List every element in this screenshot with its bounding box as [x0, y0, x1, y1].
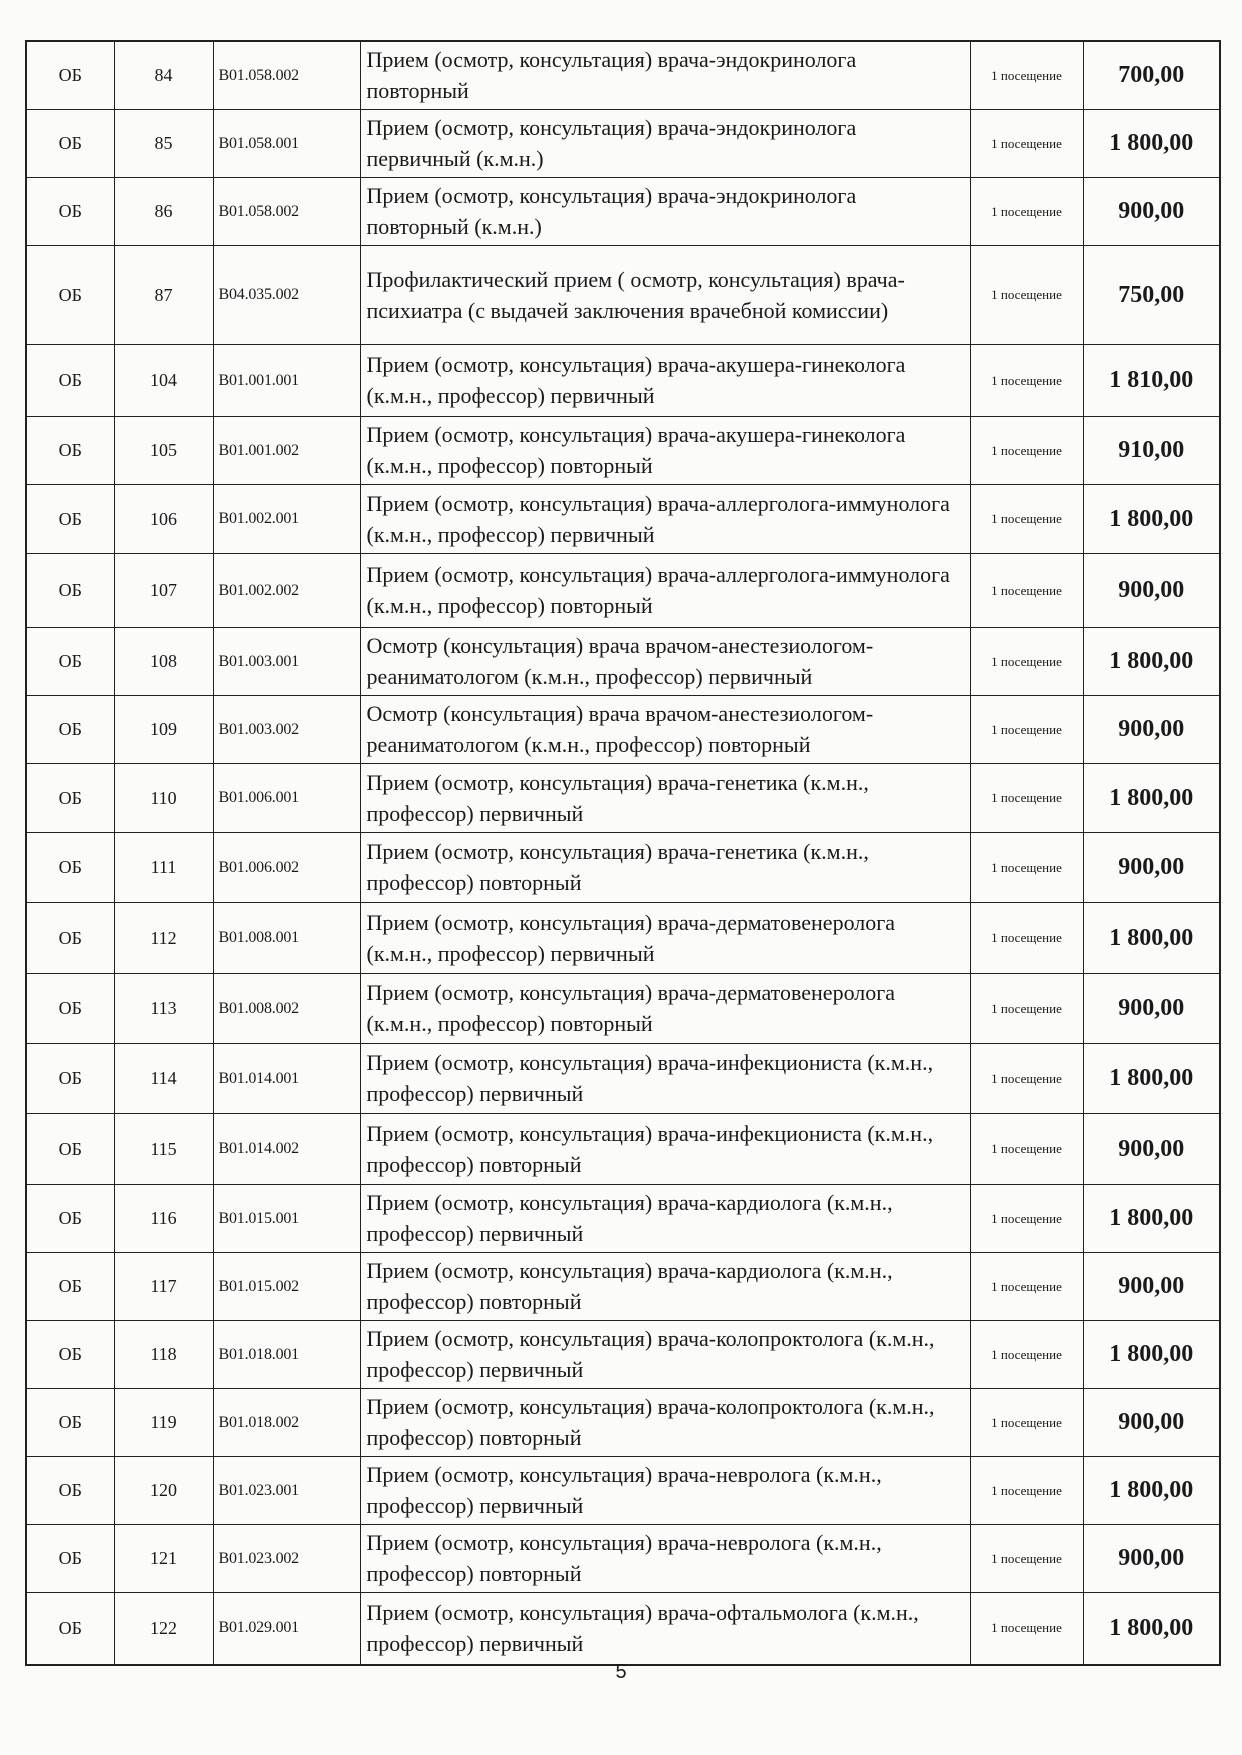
service-code-cell: B01.018.002	[213, 1389, 360, 1457]
service-code-cell: B01.058.002	[213, 178, 360, 246]
group-cell: ОБ	[26, 1253, 114, 1321]
row-number-cell: 84	[114, 41, 213, 110]
service-code-cell: B01.003.002	[213, 696, 360, 764]
service-name-cell: Прием (осмотр, консультация) врача-невролога (к.м.н., профессор) первичный	[360, 1457, 970, 1525]
service-name-cell: Прием (осмотр, консультация) врача-акушера-гинеколога (к.м.н., профессор) повторный	[360, 417, 970, 485]
price-cell: 900,00	[1083, 833, 1220, 903]
group-cell: ОБ	[26, 974, 114, 1044]
price-cell: 900,00	[1083, 1253, 1220, 1321]
service-code-cell: B01.001.001	[213, 345, 360, 417]
table-row	[26, 1044, 1220, 1114]
price-cell: 900,00	[1083, 696, 1220, 764]
group-cell: ОБ	[26, 110, 114, 178]
unit-cell: 1 посещение	[970, 1593, 1083, 1665]
service-code-cell: B01.002.002	[213, 554, 360, 628]
row-number-cell: 86	[114, 178, 213, 246]
row-number-cell: 104	[114, 345, 213, 417]
price-cell: 1 800,00	[1083, 1593, 1220, 1665]
row-number-cell: 87	[114, 246, 213, 345]
price-cell: 1 800,00	[1083, 903, 1220, 974]
price-cell: 1 800,00	[1083, 764, 1220, 833]
page-number: 5	[615, 1661, 627, 1683]
table-row	[26, 628, 1220, 696]
service-code-cell: B01.023.002	[213, 1525, 360, 1593]
service-code-cell: B01.008.002	[213, 974, 360, 1044]
service-name-cell: Осмотр (консультация) врача врачом-анестезиологом-реаниматологом (к.м.н., профессор) первичный	[360, 628, 970, 696]
row-number-cell: 113	[114, 974, 213, 1044]
table-row	[26, 974, 1220, 1044]
price-list-page	[25, 40, 1219, 1666]
unit-cell: 1 посещение	[970, 1457, 1083, 1525]
table-row	[26, 1253, 1220, 1321]
table-row	[26, 1593, 1220, 1665]
unit-cell: 1 посещение	[970, 345, 1083, 417]
price-cell: 1 800,00	[1083, 1044, 1220, 1114]
unit-cell: 1 посещение	[970, 696, 1083, 764]
service-code-cell: B01.006.001	[213, 764, 360, 833]
row-number-cell: 109	[114, 696, 213, 764]
unit-cell: 1 посещение	[970, 246, 1083, 345]
table-row	[26, 554, 1220, 628]
group-cell: ОБ	[26, 554, 114, 628]
service-code-cell: B01.006.002	[213, 833, 360, 903]
service-code-cell: B04.035.002	[213, 246, 360, 345]
service-name-cell: Профилактический прием ( осмотр, консультация) врача-психиатра (с выдачей заключения врачебной комиссии)	[360, 246, 970, 345]
table-row	[26, 1457, 1220, 1525]
row-number-cell: 115	[114, 1114, 213, 1185]
unit-cell: 1 посещение	[970, 1044, 1083, 1114]
group-cell: ОБ	[26, 628, 114, 696]
price-cell: 900,00	[1083, 554, 1220, 628]
group-cell: ОБ	[26, 41, 114, 110]
price-cell: 1 800,00	[1083, 1185, 1220, 1253]
row-number-cell: 119	[114, 1389, 213, 1457]
row-number-cell: 107	[114, 554, 213, 628]
unit-cell: 1 посещение	[970, 1389, 1083, 1457]
service-name-cell: Прием (осмотр, консультация) врача-эндокринолога первичный (к.м.н.)	[360, 110, 970, 178]
unit-cell: 1 посещение	[970, 110, 1083, 178]
unit-cell: 1 посещение	[970, 903, 1083, 974]
table-row	[26, 903, 1220, 974]
row-number-cell: 117	[114, 1253, 213, 1321]
row-number-cell: 111	[114, 833, 213, 903]
service-name-cell: Прием (осмотр, консультация) врача-колопроктолога (к.м.н., профессор) первичный	[360, 1321, 970, 1389]
service-name-cell: Осмотр (консультация) врача врачом-анестезиологом-реаниматологом (к.м.н., профессор) повторный	[360, 696, 970, 764]
service-code-cell: B01.023.001	[213, 1457, 360, 1525]
unit-cell: 1 посещение	[970, 1253, 1083, 1321]
service-name-cell: Прием (осмотр, консультация) врача-офтальмолога (к.м.н., профессор) первичный	[360, 1593, 970, 1665]
row-number-cell: 105	[114, 417, 213, 485]
row-number-cell: 116	[114, 1185, 213, 1253]
price-cell: 700,00	[1083, 41, 1220, 110]
service-code-cell: B01.001.002	[213, 417, 360, 485]
row-number-cell: 122	[114, 1593, 213, 1665]
group-cell: ОБ	[26, 1593, 114, 1665]
row-number-cell: 121	[114, 1525, 213, 1593]
service-code-cell: B01.029.001	[213, 1593, 360, 1665]
price-table-body	[26, 41, 1220, 1665]
group-cell: ОБ	[26, 345, 114, 417]
unit-cell: 1 посещение	[970, 1114, 1083, 1185]
row-number-cell: 120	[114, 1457, 213, 1525]
price-cell: 900,00	[1083, 178, 1220, 246]
service-name-cell: Прием (осмотр, консультация) врача-дерматовенеролога (к.м.н., профессор) повторный	[360, 974, 970, 1044]
price-cell: 1 800,00	[1083, 1321, 1220, 1389]
service-code-cell: B01.014.001	[213, 1044, 360, 1114]
row-number-cell: 85	[114, 110, 213, 178]
group-cell: ОБ	[26, 1114, 114, 1185]
group-cell: ОБ	[26, 178, 114, 246]
group-cell: ОБ	[26, 1321, 114, 1389]
service-name-cell: Прием (осмотр, консультация) врача-эндокринолога повторный	[360, 41, 970, 110]
unit-cell: 1 посещение	[970, 485, 1083, 554]
unit-cell: 1 посещение	[970, 974, 1083, 1044]
group-cell: ОБ	[26, 1525, 114, 1593]
table-row	[26, 696, 1220, 764]
unit-cell: 1 посещение	[970, 1321, 1083, 1389]
table-row	[26, 1114, 1220, 1185]
price-cell: 1 800,00	[1083, 628, 1220, 696]
unit-cell: 1 посещение	[970, 417, 1083, 485]
table-row	[26, 485, 1220, 554]
unit-cell: 1 посещение	[970, 833, 1083, 903]
group-cell: ОБ	[26, 1185, 114, 1253]
row-number-cell: 106	[114, 485, 213, 554]
table-row	[26, 41, 1220, 110]
price-cell: 900,00	[1083, 974, 1220, 1044]
table-row	[26, 1185, 1220, 1253]
service-name-cell: Прием (осмотр, консультация) врача-акушера-гинеколога (к.м.н., профессор) первичный	[360, 345, 970, 417]
group-cell: ОБ	[26, 903, 114, 974]
table-row	[26, 764, 1220, 833]
group-cell: ОБ	[26, 485, 114, 554]
service-name-cell: Прием (осмотр, консультация) врача-эндокринолога повторный (к.м.н.)	[360, 178, 970, 246]
group-cell: ОБ	[26, 1457, 114, 1525]
service-code-cell: B01.015.001	[213, 1185, 360, 1253]
price-table	[25, 40, 1221, 1666]
unit-cell: 1 посещение	[970, 1185, 1083, 1253]
price-cell: 1 800,00	[1083, 485, 1220, 554]
price-cell: 900,00	[1083, 1114, 1220, 1185]
group-cell: ОБ	[26, 1389, 114, 1457]
service-code-cell: B01.018.001	[213, 1321, 360, 1389]
table-row	[26, 1321, 1220, 1389]
table-row	[26, 833, 1220, 903]
service-code-cell: B01.014.002	[213, 1114, 360, 1185]
unit-cell: 1 посещение	[970, 1525, 1083, 1593]
price-cell: 1 800,00	[1083, 110, 1220, 178]
row-number-cell: 114	[114, 1044, 213, 1114]
row-number-cell: 110	[114, 764, 213, 833]
service-name-cell: Прием (осмотр, консультация) врача-кардиолога (к.м.н., профессор) первичный	[360, 1185, 970, 1253]
group-cell: ОБ	[26, 696, 114, 764]
service-name-cell: Прием (осмотр, консультация) врача-генетика (к.м.н., профессор) повторный	[360, 833, 970, 903]
service-code-cell: B01.058.002	[213, 41, 360, 110]
price-cell: 900,00	[1083, 1525, 1220, 1593]
unit-cell: 1 посещение	[970, 554, 1083, 628]
service-name-cell: Прием (осмотр, консультация) врача-аллерголога-иммунолога (к.м.н., профессор) повторный	[360, 554, 970, 628]
row-number-cell: 108	[114, 628, 213, 696]
unit-cell: 1 посещение	[970, 178, 1083, 246]
service-code-cell: B01.058.001	[213, 110, 360, 178]
price-cell: 750,00	[1083, 246, 1220, 345]
group-cell: ОБ	[26, 417, 114, 485]
group-cell: ОБ	[26, 764, 114, 833]
service-name-cell: Прием (осмотр, консультация) врача-дерматовенеролога (к.м.н., профессор) первичный	[360, 903, 970, 974]
group-cell: ОБ	[26, 833, 114, 903]
table-row	[26, 1389, 1220, 1457]
row-number-cell: 118	[114, 1321, 213, 1389]
group-cell: ОБ	[26, 1044, 114, 1114]
service-code-cell: B01.003.001	[213, 628, 360, 696]
service-name-cell: Прием (осмотр, консультация) врача-инфекциониста (к.м.н., профессор) первичный	[360, 1044, 970, 1114]
price-cell: 900,00	[1083, 1389, 1220, 1457]
service-name-cell: Прием (осмотр, консультация) врача-инфекциониста (к.м.н., профессор) повторный	[360, 1114, 970, 1185]
service-code-cell: B01.008.001	[213, 903, 360, 974]
row-number-cell: 112	[114, 903, 213, 974]
service-name-cell: Прием (осмотр, консультация) врача-колопроктолога (к.м.н., профессор) повторный	[360, 1389, 970, 1457]
table-row	[26, 110, 1220, 178]
service-name-cell: Прием (осмотр, консультация) врача-кардиолога (к.м.н., профессор) повторный	[360, 1253, 970, 1321]
price-cell: 1 800,00	[1083, 1457, 1220, 1525]
service-name-cell: Прием (осмотр, консультация) врача-аллерголога-иммунолога (к.м.н., профессор) первичный	[360, 485, 970, 554]
price-cell: 1 810,00	[1083, 345, 1220, 417]
unit-cell: 1 посещение	[970, 764, 1083, 833]
price-cell: 910,00	[1083, 417, 1220, 485]
service-name-cell: Прием (осмотр, консультация) врача-невролога (к.м.н., профессор) повторный	[360, 1525, 970, 1593]
table-row	[26, 246, 1220, 345]
table-row	[26, 417, 1220, 485]
service-name-cell: Прием (осмотр, консультация) врача-генетика (к.м.н., профессор) первичный	[360, 764, 970, 833]
service-code-cell: B01.015.002	[213, 1253, 360, 1321]
table-row	[26, 1525, 1220, 1593]
group-cell: ОБ	[26, 246, 114, 345]
table-row	[26, 345, 1220, 417]
service-code-cell: B01.002.001	[213, 485, 360, 554]
table-row	[26, 178, 1220, 246]
unit-cell: 1 посещение	[970, 41, 1083, 110]
unit-cell: 1 посещение	[970, 628, 1083, 696]
